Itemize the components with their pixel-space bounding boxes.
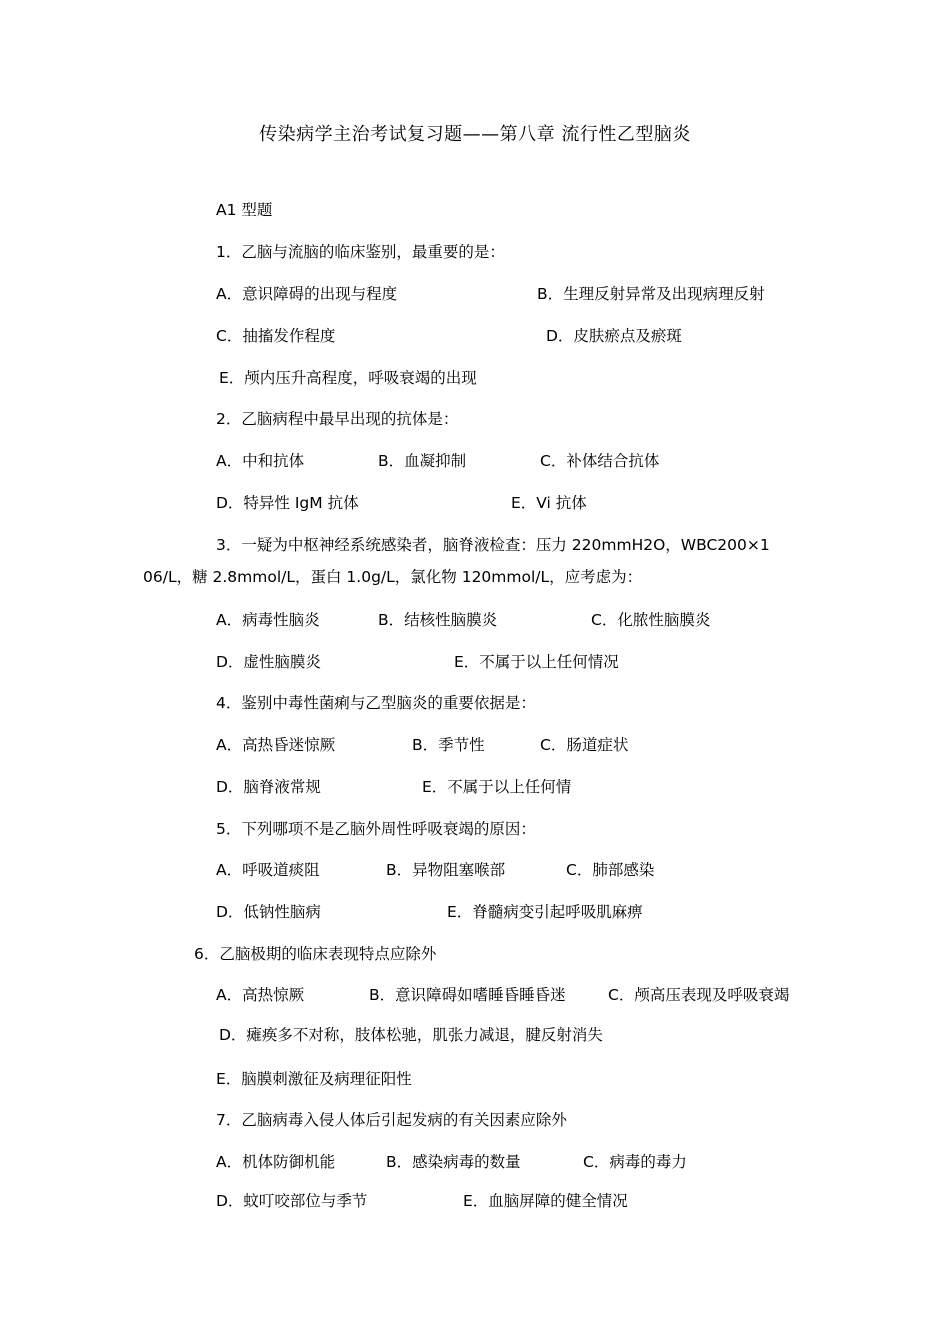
- q1-option-c: C．抽搐发作程度: [216, 327, 336, 345]
- q3-option-e: E．不属于以上任何情况: [454, 653, 619, 671]
- q4-option-d: D．脑脊液常规: [216, 778, 321, 796]
- q2-option-a: A．中和抗体: [216, 452, 305, 470]
- question-5-stem: 5．下列哪项不是乙脑外周性呼吸衰竭的原因：: [216, 820, 536, 838]
- q5-option-e: E．脊髓病变引起呼吸肌麻痹: [447, 903, 643, 921]
- q4-option-b: B．季节性: [412, 736, 485, 754]
- q3-option-d: D．虚性脑膜炎: [216, 653, 321, 671]
- question-7-stem: 7．乙脑病毒入侵人体后引起发病的有关因素应除外: [216, 1111, 567, 1129]
- q1-option-d: D．皮肤瘀点及瘀斑: [546, 327, 682, 345]
- q5-option-a: A．呼吸道痰阻: [216, 861, 320, 879]
- q7-option-d: D．蚊叮咬部位与季节: [216, 1192, 368, 1210]
- question-3-stem-line-2: 06/L，糖 2.8mmol/L，蛋白 1.0g/L，氯化物 120mmol/L，应考虑为：: [143, 568, 643, 586]
- q7-option-c: C．病毒的毒力: [583, 1153, 687, 1171]
- question-6-stem: 6．乙脑极期的临床表现特点应除外: [194, 945, 437, 963]
- q2-option-c: C．补体结合抗体: [540, 452, 660, 470]
- q3-option-a: A．病毒性脑炎: [216, 611, 320, 629]
- question-1-stem: 1．乙脑与流脑的临床鉴别，最重要的是：: [216, 243, 505, 261]
- q4-option-c: C．肠道症状: [540, 736, 629, 754]
- question-4-stem: 4．鉴别中毒性菌痢与乙型脑炎的重要依据是：: [216, 694, 536, 712]
- q2-option-e: E．Vi 抗体: [511, 494, 587, 512]
- q1-option-e: E．颅内压升高程度，呼吸衰竭的出现: [219, 369, 477, 387]
- question-3-stem-line-1: 3．一疑为中枢神经系统感染者，脑脊液检查：压力 220mmH2O，WBC200×1: [216, 536, 770, 554]
- q1-option-b: B．生理反射异常及出现病理反射: [537, 285, 765, 303]
- q6-option-c: C．颅高压表现及呼吸衰竭: [608, 986, 790, 1004]
- q6-option-b: B．意识障碍如嗜睡昏睡昏迷: [369, 986, 566, 1004]
- q4-option-e: E．不属于以上任何情: [422, 778, 572, 796]
- q6-option-e: E．脑膜刺激征及病理征阳性: [216, 1070, 412, 1088]
- q7-option-e: E．血脑屏障的健全情况: [463, 1192, 628, 1210]
- q1-option-a: A．意识障碍的出现与程度: [216, 285, 398, 303]
- q6-option-a: A．高热惊厥: [216, 986, 305, 1004]
- q5-option-b: B．异物阻塞喉部: [386, 861, 506, 879]
- q5-option-d: D．低钠性脑病: [216, 903, 321, 921]
- q7-option-b: B．感染病毒的数量: [386, 1153, 521, 1171]
- q7-option-a: A．机体防御机能: [216, 1153, 336, 1171]
- q3-option-b: B．结核性脑膜炎: [378, 611, 498, 629]
- section-heading: A1 型题: [216, 201, 273, 219]
- q2-option-d: D．特异性 IgM 抗体: [216, 494, 359, 512]
- q6-option-d: D．瘫痪多不对称，肢体松驰，肌张力减退，腱反射消失: [219, 1026, 603, 1044]
- q4-option-a: A．高热昏迷惊厥: [216, 736, 336, 754]
- q5-option-c: C．肺部感染: [566, 861, 655, 879]
- question-2-stem: 2．乙脑病程中最早出现的抗体是：: [216, 410, 459, 428]
- q3-option-c: C．化脓性脑膜炎: [591, 611, 711, 629]
- document-title: 传染病学主治考试复习题——第八章 流行性乙型脑炎: [259, 124, 691, 145]
- q2-option-b: B．血凝抑制: [378, 452, 467, 470]
